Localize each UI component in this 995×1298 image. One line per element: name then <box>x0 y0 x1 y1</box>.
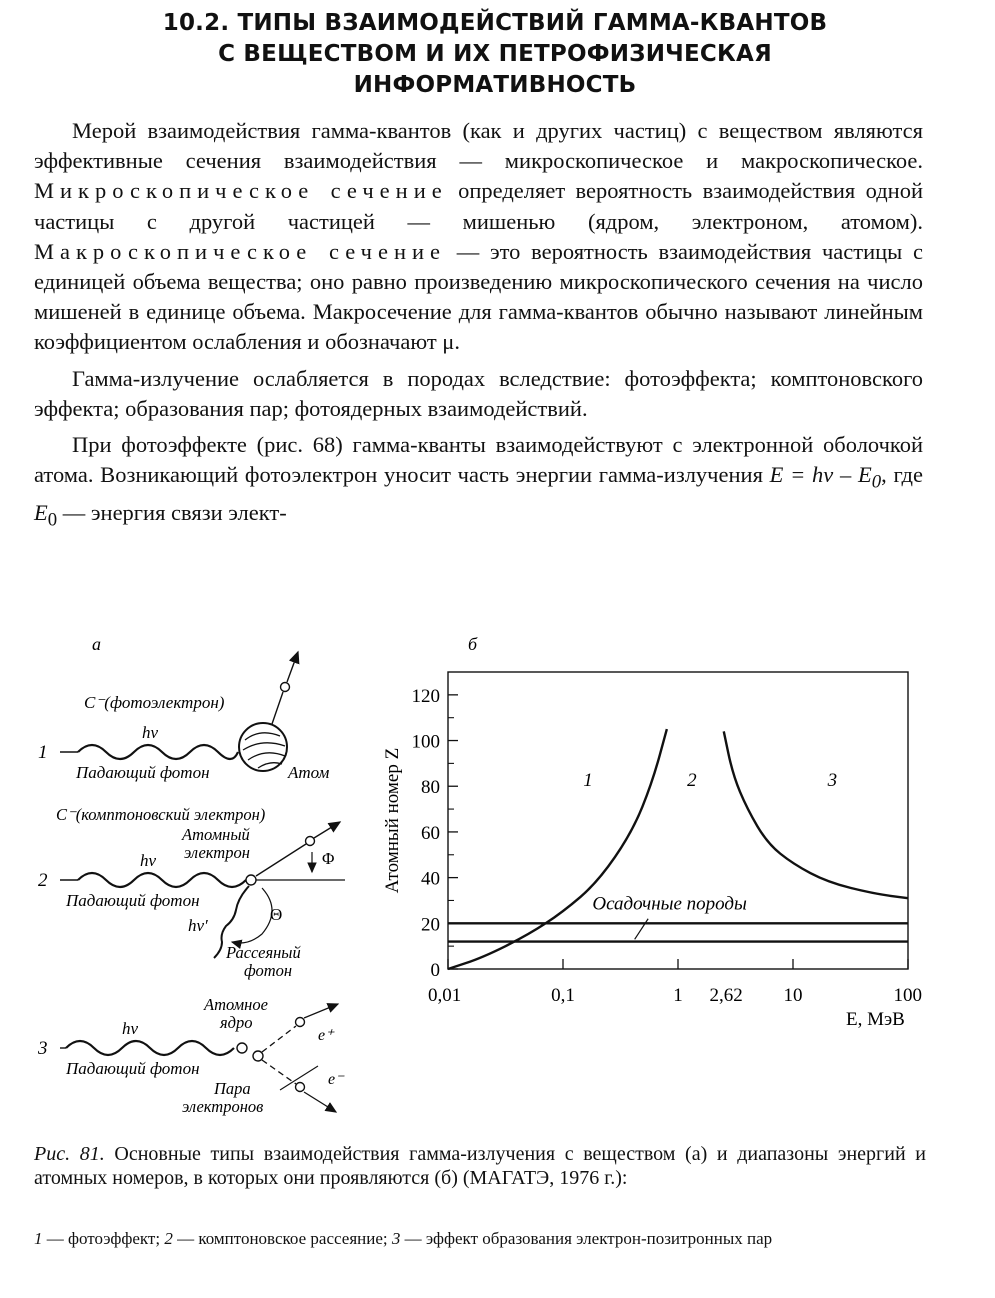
paragraph-3 <box>34 430 923 536</box>
figure-svg <box>0 620 995 1130</box>
region-label-3: 3 <box>827 770 838 792</box>
scattered-photon-label-2: фотон <box>244 961 293 980</box>
photoelectron-arrow-icon <box>287 652 298 682</box>
e0-sub: 0 <box>47 509 58 531</box>
legend-text-3: — эффект образования электрон-позитронных пар <box>400 1229 773 1248</box>
panel-a-label: а <box>92 634 101 654</box>
figure-caption <box>34 1142 926 1190</box>
theta-angle-arrow-icon <box>232 888 272 943</box>
chart-y-ticks <box>412 686 459 981</box>
energy-z-chart <box>382 672 922 1030</box>
compton-electron-label: C⁻(комптоновский электрон) <box>56 805 266 824</box>
scattered-photon-label-1: Рассеяный <box>226 943 301 962</box>
paragraph-2: Гамма-излучение ослабляется в породах вследствие: фотоэффекта; комптоновского эффекта; образования пар; фотоядерных взаимодействий. <box>34 365 923 421</box>
row-2-photon-label: Падающий фотон <box>66 891 200 910</box>
row-2-number: 2 <box>38 870 48 891</box>
x-tick-label: 2,62 <box>709 985 743 1006</box>
x-tick-label: 100 <box>893 985 922 1006</box>
atom-label: Атом <box>288 763 330 782</box>
x-tick-label: 0,1 <box>551 985 575 1006</box>
formula-text: E = hν – E <box>769 462 872 488</box>
sedimentary-pointer-line <box>635 919 648 940</box>
caption-text: Основные типы взаимодействия гамма-излучения с веществом (а) и диапазоны энергий и атомных номеров, в которых они проявляются (б) (МАГАТЭ, 1976 г.): <box>34 1143 927 1189</box>
figure-81 <box>0 620 995 1135</box>
y-tick-label: 120 <box>411 685 440 707</box>
formula-sub: 0 <box>871 471 882 493</box>
heading-line-3: ИНФОРМАТИВНОСТЬ <box>353 72 637 98</box>
row-3-number: 3 <box>38 1038 48 1059</box>
sedimentary-rocks-label: Осадочные породы <box>592 893 747 915</box>
photoelectron-label: C⁻(фотоэлектрон) <box>84 693 225 712</box>
row-1-hv-label: hν <box>142 723 159 742</box>
compton-electron-arrow-icon <box>314 822 340 838</box>
p3-text-c: — энергия связи элект- <box>57 499 287 525</box>
heading-line-2: С ВЕЩЕСТВОМ И ИХ ПЕТРОФИЗИЧЕСКАЯ <box>218 41 772 67</box>
row-2-compton <box>38 805 345 980</box>
y-tick-label: 60 <box>421 822 440 844</box>
pair-label-1: Пара <box>214 1079 251 1098</box>
x-tick-label: 0,01 <box>428 985 462 1006</box>
p1-text-c: — это вероятность взаимодействия частицы с единицей объема вещества; оно равно произведению микроскопического сечения на число мишеней в единице объема. Макросечение для гамма-квантов обычно называют линейным коэффициентом ослабления и обозначают μ. <box>34 238 923 355</box>
chart-y-axis-label: Атомный номер Z <box>382 747 403 894</box>
p1-text-b: определяет вероятность взаимодействия одной частицы с другой частицей — мишенью (ядром, электроном, атомом). <box>34 178 924 234</box>
x-tick-label: 1 <box>673 985 683 1006</box>
p3-text-b: , где <box>881 462 923 488</box>
row-2-hv-label: hν <box>140 851 157 870</box>
atomic-electron-icon <box>246 875 256 885</box>
compton-electron-track <box>256 844 306 876</box>
pair-origin-icon <box>253 1051 263 1061</box>
row-1-photon-label: Падающий фотон <box>76 763 210 782</box>
e0-symbol: E <box>34 499 48 525</box>
atomic-electron-label-2: электрон <box>184 843 250 862</box>
electron-icon <box>296 1083 305 1092</box>
x-tick-label: 10 <box>783 985 803 1006</box>
photoelectron-track-1 <box>272 692 283 724</box>
legend-num-3: 3 <box>391 1229 401 1248</box>
row-3-hv-label: hν <box>122 1019 139 1038</box>
panel-b-label: б <box>468 634 478 654</box>
legend-num-2: 2 <box>164 1229 173 1248</box>
paragraph-1 <box>34 116 923 358</box>
series-line-1 <box>448 729 667 969</box>
positron-arrow-icon <box>304 1004 338 1018</box>
legend-num-1: 1 <box>34 1229 43 1248</box>
atomic-electron-label-1: Атомный <box>182 825 250 844</box>
y-tick-label: 40 <box>421 868 440 890</box>
chart-series-group <box>448 729 908 969</box>
row-3-photon-wave <box>66 1041 234 1055</box>
heading-line-1: 10.2. ТИПЫ ВЗАИМОДЕЙСТВИЙ ГАММА-КВАНТОВ <box>162 10 828 36</box>
body-text <box>34 116 923 542</box>
positron-track <box>262 1026 296 1052</box>
y-tick-label: 0 <box>430 960 440 981</box>
nucleus-label-1: Атомное <box>204 995 268 1014</box>
y-tick-label: 20 <box>421 914 440 936</box>
p1-text-a: Мерой взаимодействия гамма-квантов (как и других частиц) с веществом являются эффективные сечения взаимодействия — микроскопическое и макроскопическое. <box>34 118 923 174</box>
electron-arrow-icon <box>304 1092 336 1112</box>
electron-track <box>262 1060 296 1084</box>
region-label-1: 1 <box>583 770 593 792</box>
pair-label-2: электронов <box>182 1097 264 1116</box>
phi-label: Φ <box>322 849 335 868</box>
chart-x-axis-label: E, МэВ <box>846 1009 905 1030</box>
electron-label: e⁻ <box>328 1071 344 1088</box>
positron-icon <box>296 1018 305 1027</box>
legend-text-2: — комптоновское рассеяние; <box>172 1229 392 1248</box>
section-heading <box>100 8 890 101</box>
row-2-photon-wave <box>78 873 246 887</box>
chart-x-ticks <box>428 959 922 1006</box>
caption-label: Рис. 81. <box>34 1143 105 1165</box>
y-tick-label: 80 <box>421 777 440 799</box>
legend-text-1: — фотоэффект; <box>42 1229 165 1248</box>
p3-text-a: При фотоэффекте (рис. 68) гамма-кванты взаимодействуют с электронной оболочкой атома. Возникающий фотоэлектрон уносит часть энергии гамма-излучения <box>34 432 923 488</box>
y-tick-label: 100 <box>411 731 440 753</box>
energy-formula <box>769 462 882 493</box>
term-micro-section: Микроскопическое сечение <box>34 178 448 204</box>
compton-electron-icon <box>306 837 315 846</box>
figure-legend <box>34 1228 926 1250</box>
region-label-2: 2 <box>687 770 697 792</box>
row-3-pair-production <box>37 995 345 1116</box>
theta-label: Θ <box>270 905 283 924</box>
series-line-2 <box>724 731 908 898</box>
positron-label: e⁺ <box>318 1027 334 1044</box>
nucleus-label-2: ядро <box>220 1013 253 1032</box>
term-macro-section: Макроскопическое сечение <box>34 238 447 264</box>
nucleus-icon <box>237 1043 247 1053</box>
photoelectron-icon <box>281 683 290 692</box>
row-1-photoeffect <box>38 652 330 782</box>
hv-prime-label: hν′ <box>188 916 208 935</box>
row-1-number: 1 <box>38 742 48 763</box>
row-3-photon-label: Падающий фотон <box>66 1059 200 1078</box>
row-1-photon-wave <box>78 745 238 759</box>
